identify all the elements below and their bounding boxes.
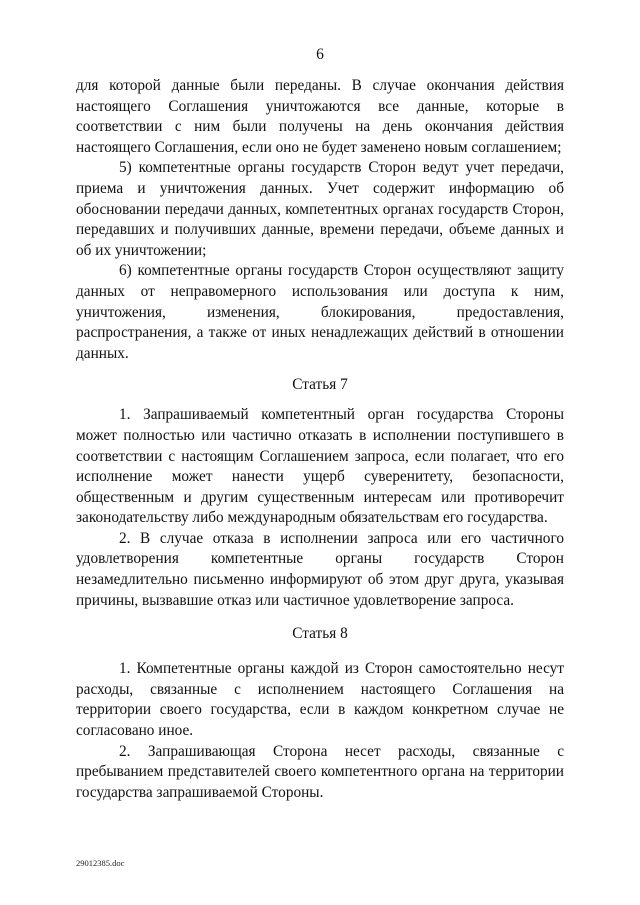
page-number: 6 [316, 46, 324, 63]
paragraph-item-6: 6) компетентные органы государств Сторон осуществляют защиту данных от неправомерного использования или доступа к ним, уничтожения, изменения, блокирования, предоставления, распространения, а также от иных ненадлежащих действий в отношении данных. [76, 262, 564, 362]
article-8-heading: Статья 8 [292, 625, 348, 643]
document-body [76, 76, 564, 803]
paragraph-continued: для которой данные были переданы. В случае окончания действия настоящего Соглашения уничтожаются все данные, которые в соответствии с ним были получены на день окончания действия настоящего Соглашения, если оно не будет заменено новым соглашением; [76, 77, 564, 156]
article-7-heading: Статья 7 [292, 376, 348, 394]
article-8-paragraph-2: 2. Запрашивающая Сторона несет расходы, связанные с пребыванием представителей своего компетентного органа на территории государства запрашиваемой Стороны. [76, 742, 564, 801]
article-8-paragraph-1: 1. Компетентные органы каждой из Сторон самостоятельно несут расходы, связанные с исполнением настоящего Соглашения на территории своего государства, если в каждом конкретном случае не согласовано иное. [76, 660, 564, 740]
paragraph-item-5: 5) компетентные органы государств Сторон ведут учет передачи, приема и уничтожения данных. Учет содержит информацию об обосновании передачи данных, компетентных органах государств Сторон, передавших и получивших данные, времени передачи, объеме данных и об их уничтожении; [76, 159, 564, 259]
article-7-paragraph-2: 2. В случае отказа в исполнении запроса или его частичного удовлетворения компетентные органы государств Сторон незамедлительно письменно информируют об этом друг друга, указывая причины, вызвавшие отказ или частичное удовлетворение запроса. [76, 529, 564, 609]
article-7-paragraph-1: 1. Запрашиваемый компетентный орган государства Стороны может полностью или частично отказать в исполнении поступившего в соответствии с настоящим Соглашением запроса, если полагает, что его исполнение может нанести ущерб суверенитету, безопасности, общественным и другим существенным интересам или противоречит законодательству либо международным обязательствам его государства. [76, 406, 564, 527]
file-name-footer: 29012385.doc [76, 858, 125, 868]
